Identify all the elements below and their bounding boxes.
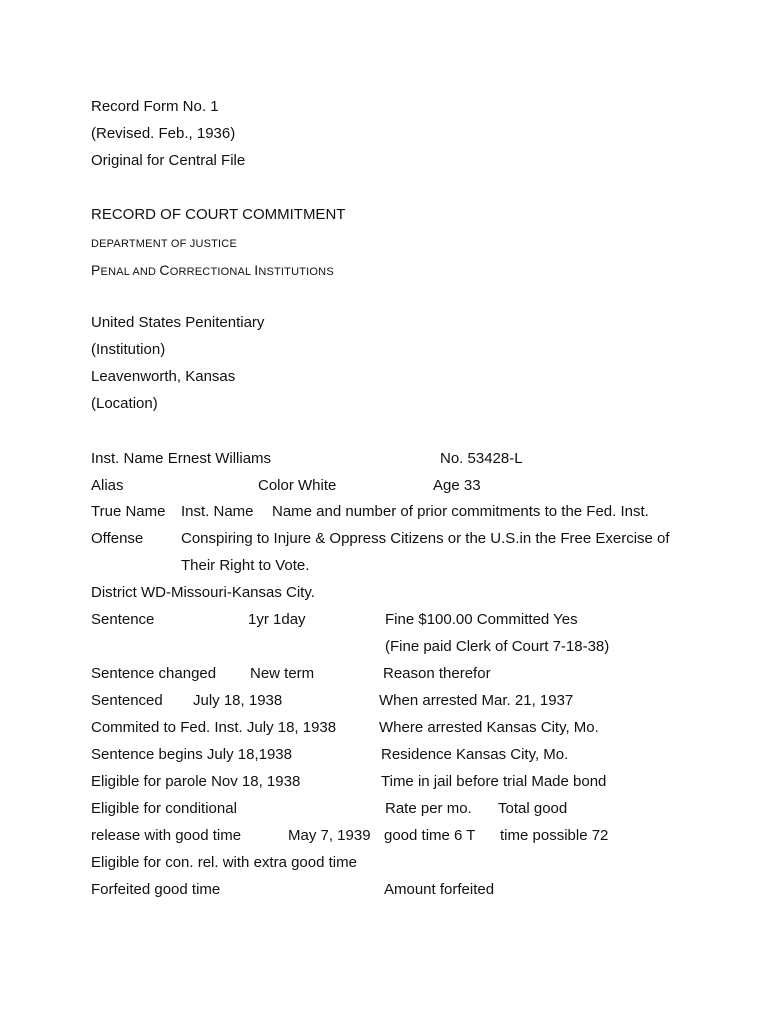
offense-line-2: Their Right to Vote. — [181, 557, 310, 574]
conditional-label: Eligible for conditional — [91, 800, 237, 817]
location-caption: (Location) — [91, 395, 158, 412]
prior-commitments: Name and number of prior commitments to the Fed. Inst. — [272, 503, 649, 520]
forfeited-label: Forfeited good time — [91, 881, 221, 898]
total-good-label: Total good — [498, 800, 568, 817]
extra-good-time: Eligible for con. rel. with extra good time — [91, 854, 357, 871]
document-title: RECORD OF COURT COMMITMENT — [91, 206, 346, 223]
rate-per-month: Rate per mo. — [385, 800, 472, 817]
amount-forfeited: Amount forfeited — [384, 881, 495, 898]
original-note: Original for Central File — [91, 152, 246, 169]
inmate-name: Inst. Name Ernest Williams — [91, 450, 272, 467]
time-possible: time possible 72 — [500, 827, 609, 844]
sentenced-label: Sentenced — [91, 692, 163, 709]
location-name: Leavenworth, Kansas — [91, 368, 236, 385]
true-name-label: True Name — [91, 503, 166, 520]
reason-field: Reason therefor — [383, 665, 491, 682]
when-arrested: When arrested Mar. 21, 1937 — [379, 692, 574, 709]
fine-field: Fine $100.00 Committed Yes — [385, 611, 578, 628]
age-field: Age 33 — [433, 477, 481, 494]
offense-line-1: Conspiring to Injure & Oppress Citizens or the U.S.in the Free Exercise of — [181, 530, 670, 547]
release-date: May 7, 1939 — [288, 827, 371, 844]
inmate-number: No. 53428-L — [440, 450, 523, 467]
true-name-value: Inst. Name — [181, 503, 254, 520]
sentence-value: 1yr 1day — [248, 611, 306, 628]
new-term-field: New term — [250, 665, 315, 682]
institution-caption: (Institution) — [91, 341, 166, 358]
parole-eligibility: Eligible for parole Nov 18, 1938 — [91, 773, 301, 790]
residence: Residence Kansas City, Mo. — [381, 746, 569, 763]
department-name: DEPARTMENT OF JUSTICE — [91, 238, 237, 250]
good-time: good time 6 T — [384, 827, 476, 844]
offense-label: Offense — [91, 530, 144, 547]
fine-note: (Fine paid Clerk of Court 7-18-38) — [385, 638, 610, 655]
jail-time: Time in jail before trial Made bond — [381, 773, 607, 790]
committed-date: Commited to Fed. Inst. July 18, 1938 — [91, 719, 337, 736]
division-name: PENAL AND CORRECTIONAL INSTITUTIONS — [91, 262, 334, 278]
sentence-label: Sentence — [91, 611, 155, 628]
form-number: Record Form No. 1 — [91, 98, 219, 115]
alias-label: Alias — [91, 477, 124, 494]
color-field: Color White — [258, 477, 337, 494]
revised-date: (Revised. Feb., 1936) — [91, 125, 236, 142]
sentence-begins: Sentence begins July 18,1938 — [91, 746, 292, 763]
where-arrested: Where arrested Kansas City, Mo. — [379, 719, 599, 736]
district: District WD-Missouri-Kansas City. — [91, 584, 315, 601]
institution-name: United States Penitentiary — [91, 314, 265, 331]
sentence-changed-label: Sentence changed — [91, 665, 217, 682]
sentenced-date: July 18, 1938 — [193, 692, 283, 709]
release-label: release with good time — [91, 827, 242, 844]
